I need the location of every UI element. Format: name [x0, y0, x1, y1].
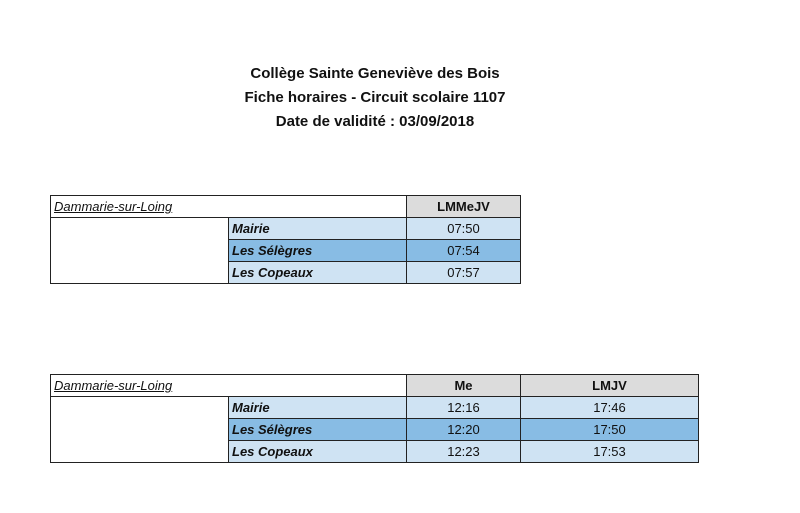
table-row [51, 419, 699, 441]
departure-time: 17:46 [521, 397, 699, 419]
table-row [51, 441, 699, 463]
stop-name: Les Copeaux [229, 262, 407, 284]
morning-schedule-table [50, 195, 521, 284]
stop-name: Mairie [229, 218, 407, 240]
table-row [51, 196, 521, 218]
stop-name: Les Sélègres [229, 240, 407, 262]
afternoon-schedule-table [50, 374, 699, 463]
school-name: Collège Sainte Geneviève des Bois [250, 65, 500, 82]
departure-time: 12:16 [407, 397, 521, 419]
day-header: LMJV [521, 375, 699, 397]
document-header [0, 62, 750, 134]
departure-time: 12:23 [407, 441, 521, 463]
day-header: Me [407, 375, 521, 397]
table-row [51, 397, 699, 419]
departure-time: 17:53 [521, 441, 699, 463]
stop-name: Mairie [229, 397, 407, 419]
stop-name: Les Sélègres [229, 419, 407, 441]
town-name: Dammarie-sur-Loing [51, 196, 407, 218]
departure-time: 17:50 [521, 419, 699, 441]
table-row [51, 375, 699, 397]
blank-cell [51, 419, 229, 441]
departure-time: 12:20 [407, 419, 521, 441]
blank-cell [51, 218, 229, 240]
blank-cell [51, 441, 229, 463]
departure-time: 07:57 [407, 262, 521, 284]
day-header: LMMeJV [407, 196, 521, 218]
table-row [51, 240, 521, 262]
table-row [51, 218, 521, 240]
blank-cell [51, 397, 229, 419]
town-name: Dammarie-sur-Loing [51, 375, 407, 397]
departure-time: 07:54 [407, 240, 521, 262]
validity-date: Date de validité : 03/09/2018 [275, 113, 475, 130]
table-row [51, 262, 521, 284]
schedule-title: Fiche horaires - Circuit scolaire 1107 [244, 89, 506, 106]
blank-cell [51, 240, 229, 262]
departure-time: 07:50 [407, 218, 521, 240]
blank-cell [51, 262, 229, 284]
stop-name: Les Copeaux [229, 441, 407, 463]
